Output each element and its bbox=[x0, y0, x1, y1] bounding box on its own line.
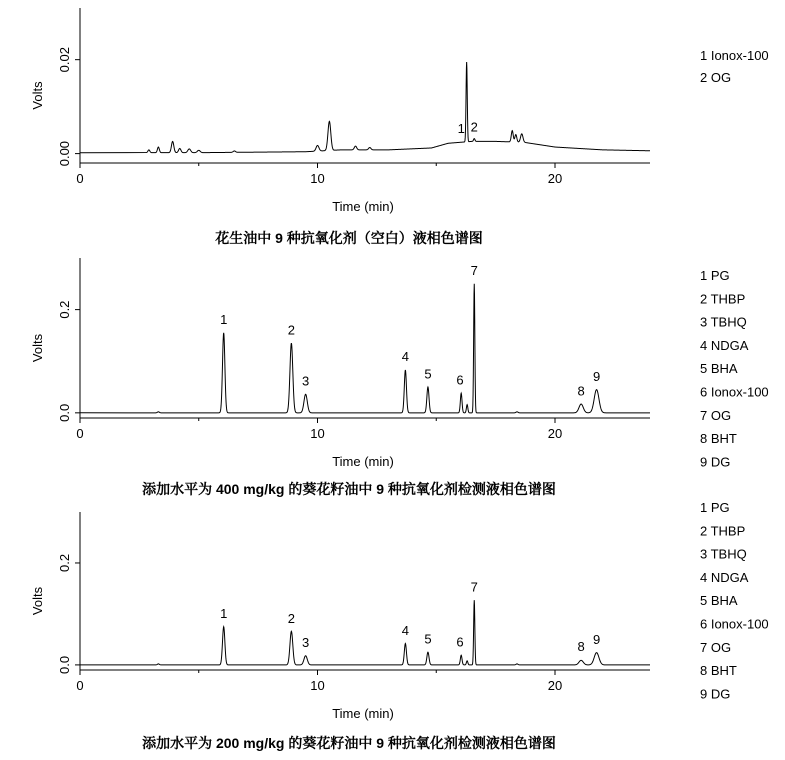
legend-entry: 7 OG bbox=[700, 407, 732, 423]
legend-entry: 6 Ionox-100 bbox=[700, 384, 769, 400]
legend-entry: 6 Ionox-100 bbox=[700, 616, 769, 632]
x-tick-label: 0 bbox=[76, 678, 84, 693]
x-tick-label: 0 bbox=[76, 171, 84, 186]
peak-label: 4 bbox=[401, 349, 409, 365]
legend-entry: 2 OG bbox=[700, 70, 732, 85]
chart-title: 花生油中 9 种抗氧化剂（空白）液相色谱图 bbox=[215, 230, 483, 246]
x-tick-label: 0 bbox=[76, 426, 84, 441]
chart-panel-1 bbox=[30, 8, 769, 246]
x-tick-label: 10 bbox=[310, 171, 325, 186]
legend-entry: 8 BHT bbox=[700, 663, 737, 679]
peak-label: 2 bbox=[470, 119, 478, 135]
peak-label: 6 bbox=[456, 372, 464, 388]
legend-entry: 1 Ionox-100 bbox=[700, 48, 769, 63]
peak-label: 1 bbox=[220, 606, 228, 622]
peak-label: 3 bbox=[302, 373, 310, 389]
peak-label: 6 bbox=[456, 634, 464, 650]
y-axis-label: Volts bbox=[30, 81, 45, 110]
peak-label: 1 bbox=[220, 312, 228, 328]
y-tick-label: 0.2 bbox=[57, 300, 72, 319]
x-axis-label: Time (min) bbox=[332, 199, 394, 214]
legend-entry: 5 BHA bbox=[700, 361, 738, 377]
chromatogram-trace bbox=[80, 62, 650, 153]
peak-label: 9 bbox=[592, 368, 601, 384]
legend-entry: 2 THBP bbox=[700, 291, 746, 307]
peak-label: 5 bbox=[424, 366, 432, 382]
x-tick-label: 10 bbox=[310, 678, 325, 693]
y-axis-label: Volts bbox=[30, 333, 45, 363]
peak-label: 1 bbox=[457, 120, 465, 136]
peak-label: 8 bbox=[577, 383, 585, 399]
chromatogram-trace bbox=[80, 284, 650, 413]
x-tick-label: 20 bbox=[547, 171, 563, 186]
y-tick-label: 0.0 bbox=[57, 403, 72, 422]
legend-entry: 8 BHT bbox=[700, 431, 737, 447]
legend-entry: 9 DG bbox=[700, 686, 731, 702]
legend-entry: 2 THBP bbox=[700, 523, 746, 539]
peak-label: 7 bbox=[470, 579, 478, 595]
legend-entry: 4 NDGA bbox=[700, 337, 749, 353]
peak-label: 5 bbox=[424, 631, 432, 647]
peak-label: 8 bbox=[577, 639, 585, 655]
peak-label: 2 bbox=[287, 322, 295, 338]
x-axis-label: Time (min) bbox=[332, 706, 394, 721]
legend-entry: 4 NDGA bbox=[700, 569, 749, 585]
y-tick-label: 0.0 bbox=[57, 655, 72, 674]
legend-entry: 1 PG bbox=[700, 268, 730, 283]
legend-entry: 1 PG bbox=[700, 500, 730, 515]
peak-label: 3 bbox=[302, 635, 310, 651]
peak-label: 7 bbox=[470, 263, 478, 279]
y-tick-label: 0.2 bbox=[57, 553, 72, 573]
chart-panel-2 bbox=[30, 258, 769, 497]
peak-label: 4 bbox=[401, 622, 409, 638]
x-axis-label: Time (min) bbox=[332, 454, 394, 469]
legend-entry: 5 BHA bbox=[700, 593, 738, 609]
legend-entry: 3 TBHQ bbox=[700, 546, 747, 562]
peak-label: 2 bbox=[287, 611, 295, 627]
x-tick-label: 20 bbox=[547, 678, 563, 693]
chart-title: 添加水平为 200 mg/kg 的葵花籽油中 9 种抗氧化剂检测液相色谱图 bbox=[142, 735, 556, 751]
peak-label: 9 bbox=[592, 632, 601, 648]
legend-entry: 9 DG bbox=[700, 454, 731, 470]
legend-entry: 7 OG bbox=[700, 639, 732, 655]
y-axis-label: Volts bbox=[30, 586, 45, 616]
x-tick-label: 10 bbox=[310, 426, 325, 441]
chart-panel-3 bbox=[30, 500, 769, 751]
chromatogram-trace bbox=[80, 600, 650, 665]
y-tick-label: 0.00 bbox=[57, 140, 72, 167]
y-tick-label: 0.02 bbox=[57, 47, 72, 73]
legend-entry: 3 TBHQ bbox=[700, 314, 747, 330]
x-tick-label: 20 bbox=[547, 426, 563, 441]
chart-title: 添加水平为 400 mg/kg 的葵花籽油中 9 种抗氧化剂检测液相色谱图 bbox=[142, 481, 556, 497]
